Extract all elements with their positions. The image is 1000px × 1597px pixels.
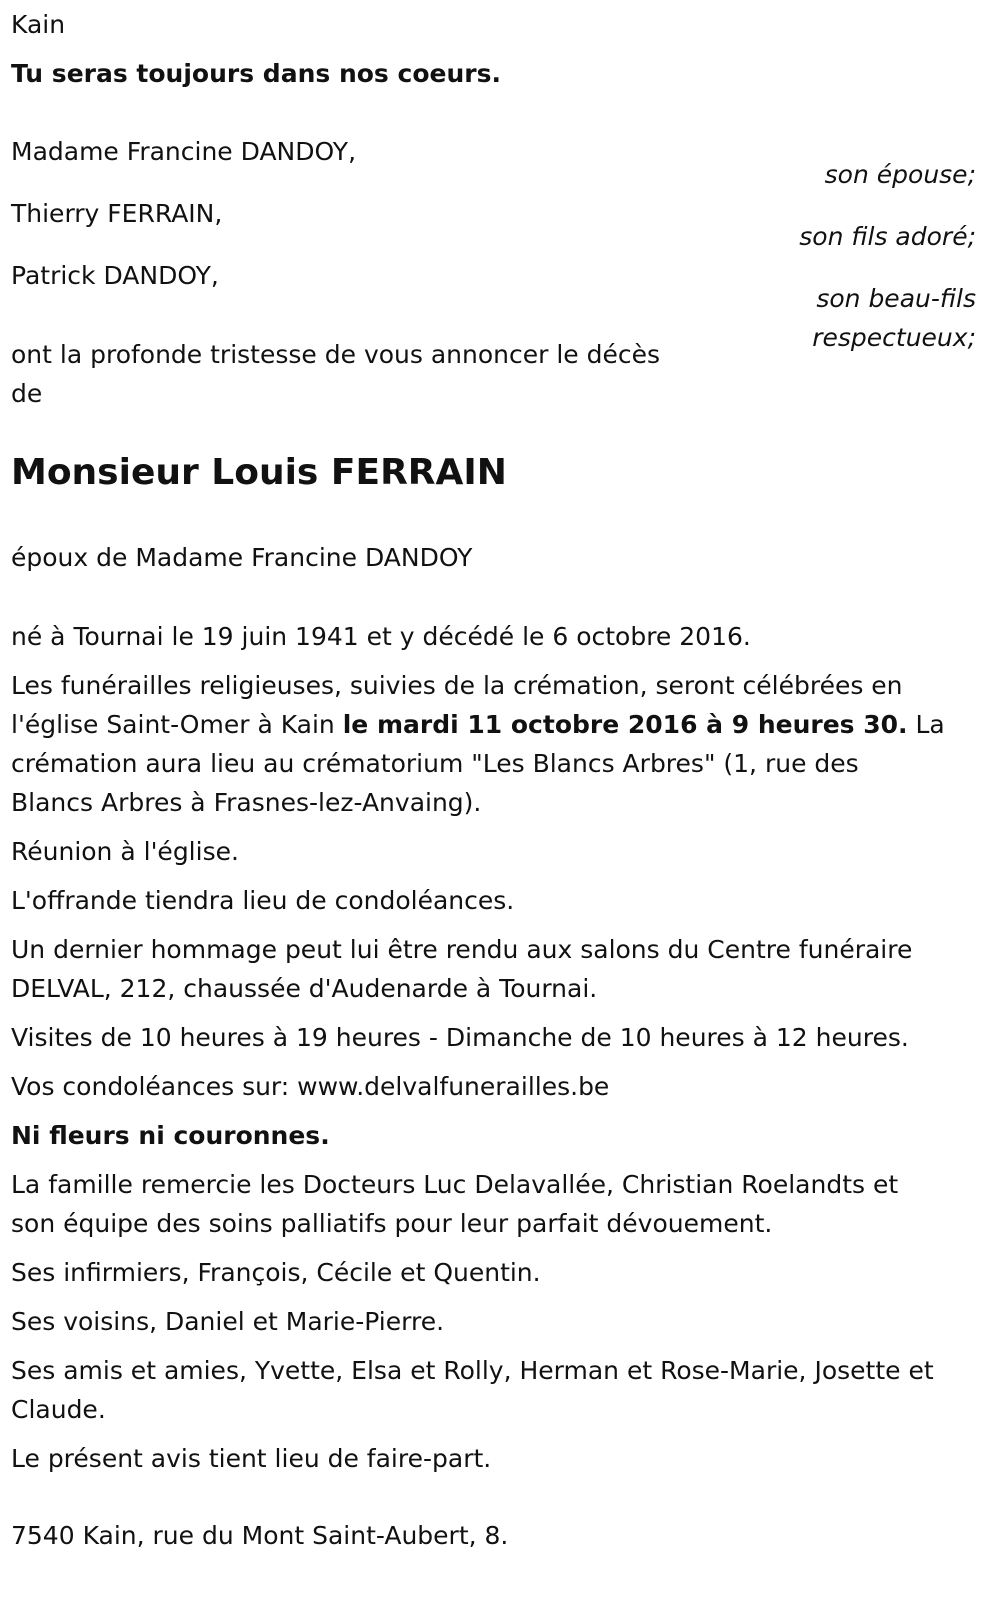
family-member-name: Madame Francine DANDOY, (11, 137, 357, 166)
funeral-date: le mardi 11 octobre 2016 à 9 heures 30. (342, 710, 908, 739)
family-member-relation: son épouse; (824, 160, 976, 189)
deceased-name: Monsieur Louis FERRAIN (11, 452, 507, 493)
family-member-relation: son fils adoré; (799, 222, 976, 251)
location-heading: Kain (11, 10, 66, 39)
neighbors-line: Ses voisins, Daniel et Marie-Pierre. (11, 1307, 445, 1336)
offrande-line: L'offrande tiendra lieu de condoléances. (11, 886, 515, 915)
hommage-text: DELVAL, 212, chaussée d'Audenarde à Tournai. (11, 974, 598, 1003)
address-line: 7540 Kain, rue du Mont Saint-Aubert, 8. (11, 1521, 509, 1550)
friends-text: Claude. (11, 1395, 106, 1424)
family-member-relation: son beau-fils (816, 284, 976, 313)
announcement-text: de (11, 379, 43, 408)
hommage-text: Un dernier hommage peut lui être rendu aux salons du Centre funéraire (11, 935, 913, 964)
funeral-text (11, 705, 945, 744)
tagline: Tu seras toujours dans nos coeurs. (11, 59, 501, 88)
announcement-text: ont la profonde tristesse de vous annoncer le décès (11, 340, 661, 369)
condolences-label: Vos condoléances sur: (11, 1072, 298, 1101)
visiting-hours: Visites de 10 heures à 19 heures - Dimanche de 10 heures à 12 heures. (11, 1023, 909, 1052)
family-member-name: Thierry FERRAIN, (11, 199, 223, 228)
friends-text: Ses amis et amies, Yvette, Elsa et Rolly, Herman et Rose-Marie, Josette et (11, 1356, 934, 1385)
birth-death-line: né à Tournai le 19 juin 1941 et y décédé le 6 octobre 2016. (11, 622, 751, 651)
thanks-text: La famille remercie les Docteurs Luc Delavallée, Christian Roelandts et (11, 1170, 899, 1199)
spouse-line: époux de Madame Francine DANDOY (11, 543, 473, 572)
thanks-text: son équipe des soins palliatifs pour leur parfait dévouement. (11, 1209, 773, 1238)
funeral-text-part: La (907, 710, 945, 739)
nurses-line: Ses infirmiers, François, Cécile et Quentin. (11, 1258, 541, 1287)
family-member-name: Patrick DANDOY, (11, 261, 219, 290)
faire-part-line: Le présent avis tient lieu de faire-part. (11, 1444, 492, 1473)
no-flowers-notice: Ni fleurs ni couronnes. (11, 1121, 330, 1150)
condolences-line (11, 1067, 609, 1106)
condolences-link[interactable]: www.delvalfunerailles.be (297, 1072, 610, 1101)
funeral-text: Les funérailles religieuses, suivies de la crémation, seront célébrées en (11, 671, 903, 700)
funeral-text: Blancs Arbres à Frasnes-lez-Anvaing). (11, 788, 482, 817)
funeral-text: crémation aura lieu au crématorium "Les Blancs Arbres" (1, rue des (11, 749, 859, 778)
family-member-relation: respectueux; (812, 323, 976, 352)
reunion-line: Réunion à l'église. (11, 837, 239, 866)
funeral-text-part: l'église Saint-Omer à Kain (11, 710, 343, 739)
